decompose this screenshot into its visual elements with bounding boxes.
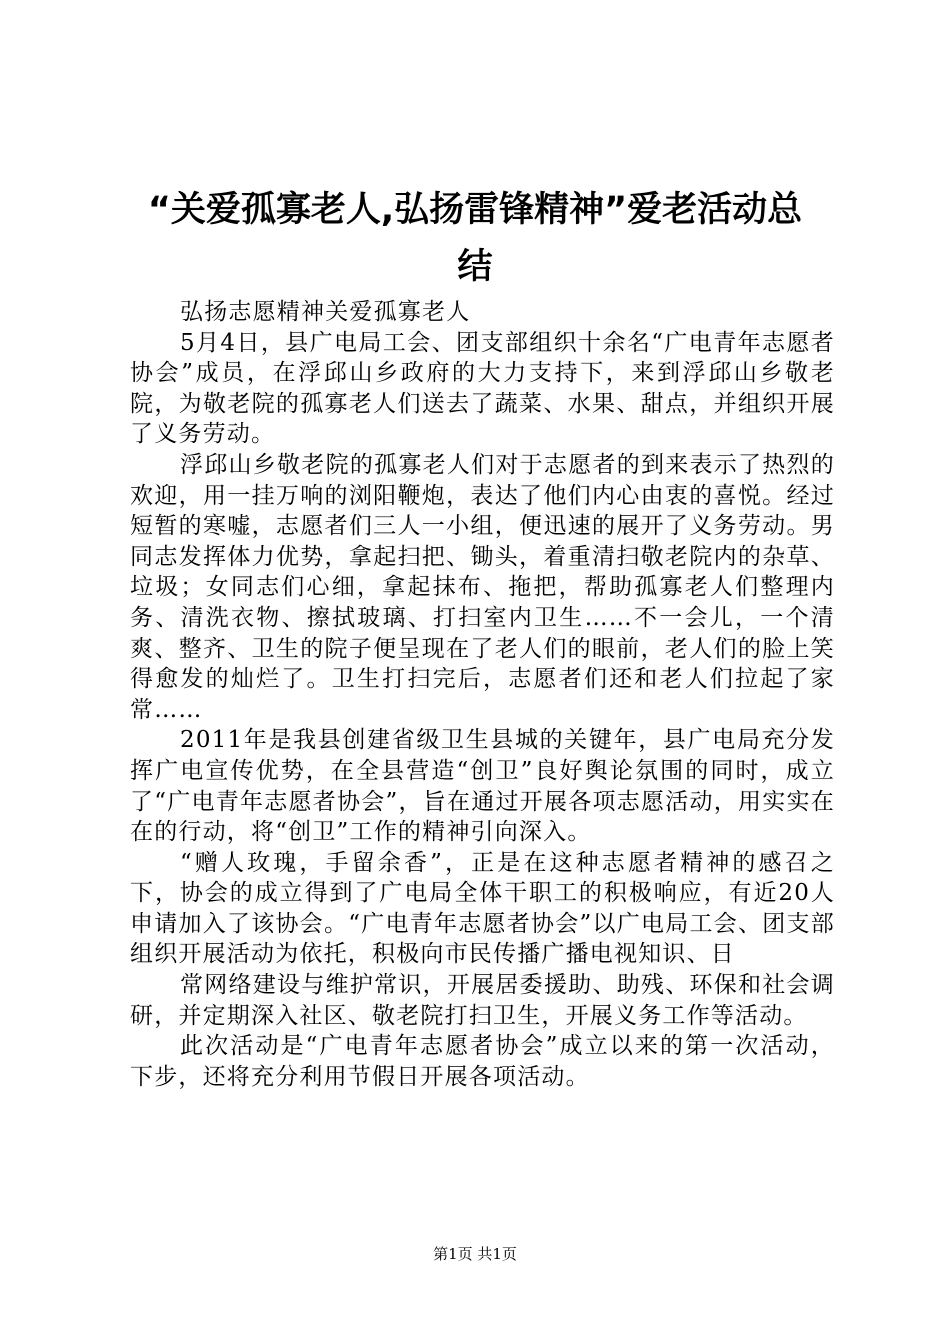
body-paragraph: 浮邱山乡敬老院的孤寡老人们对于志愿者的到来表示了热烈的欢迎，用一挂万响的浏阳鞭炮，表达了他们内心由衷的喜悦。经过短暂的寒嘘，志愿者们三人一小组，便迅速的展开了义务劳动。男同志发挥体力优势，拿起扫把、锄头，着重清扫敬老院内的杂草、垃圾；女同志们心细，拿起抹布、拖把，帮助孤寡老人们整理内务、清洗衣物、擦拭玻璃、打扫室内卫生……不一会儿，一个清爽、整齐、卫生的院子便呈现在了老人们的眼前，老人们的脸上笑得愈发的灿烂了。卫生打扫完后，志愿者们还和老人们拉起了家常…… <box>130 451 835 723</box>
body-paragraph: 常网络建设与维护常识，开展居委援助、助残、环保和社会调研，并定期深入社区、敬老院打扫卫生，开展义务工作等活动。 <box>130 972 835 1029</box>
document-title-line-2: 结 <box>457 247 493 287</box>
document-body <box>130 297 835 1092</box>
document-title-line-1: “关爱孤寡老人,弘扬雷锋精神”爱老活动总 <box>147 190 803 230</box>
body-paragraph: 5月4日，县广电局工会、团支部组织十余名“广电青年志愿者协会”成员，在浮邱山乡政府的大力支持下，来到浮邱山乡敬老院，为敬老院的孤寡老人们送去了蔬菜、水果、甜点，并组织开展了义务劳动。 <box>130 329 835 448</box>
page-number-footer: 第1页 共1页 <box>433 1245 517 1263</box>
subtitle-paragraph: 弘扬志愿精神关爱孤寡老人 <box>180 299 471 325</box>
body-paragraph: 此次活动是“广电青年志愿者协会”成立以来的第一次活动，下步，还将充分利用节假日开展各项活动。 <box>130 1033 835 1090</box>
body-paragraph: “赠人玫瑰，手留余香”，正是在这种志愿者精神的感召之下，协会的成立得到了广电局全体干职工的积极响应，有近20人申请加入了该协会。“广电青年志愿者协会”以广电局工会、团支部组织开展活动为依托，积极向市民传播广播电视知识、日 <box>130 849 835 968</box>
body-paragraph: 2011年是我县创建省级卫生县城的关键年，县广电局充分发挥广电宣传优势，在全县营造“创卫”良好舆论氛围的同时，成立了“广电青年志愿者协会”，旨在通过开展各项志愿活动，用实实在在的行动，将“创卫”工作的精神引向深入。 <box>130 727 835 846</box>
